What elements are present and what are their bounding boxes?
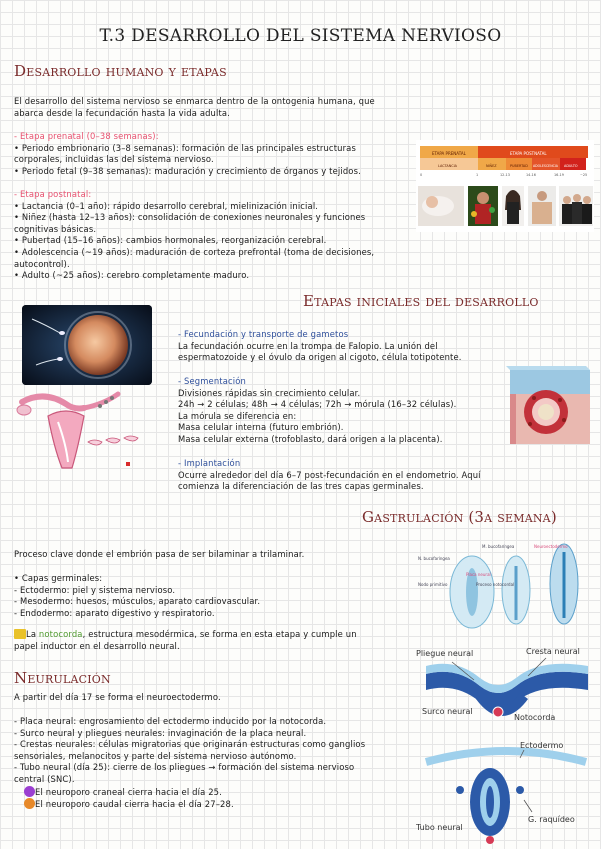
segmentacion-title: - Segmentación [178,376,246,386]
label-cresta-neural: Cresta neural [526,647,580,656]
neuroporo-caudal-line [14,798,414,811]
tick-label: 14-16 [526,173,536,177]
stage-label: PUBERTAD [510,164,528,168]
text-span: El neuroporo caudal cierra hacia el día 27–28. [35,799,234,810]
purple-dot-icon [24,786,35,797]
fecundacion-title: - Fecundación y transporte de gametos [178,329,349,339]
text-line: • Capas germinales: [14,573,103,583]
label-ganglio-raquideo: G. raquídeo [528,815,575,824]
text-line: Ocurre alrededor del día 6–7 post-fecundación en el endometrio. Aquí [178,469,481,480]
text-line: • Adolescencia (~19 años): maduración de corteza prefrontal (toma de decisiones, [14,246,375,257]
text-line: La mórula se diferencia en: [178,410,297,421]
gastrulation-diagram [416,538,594,640]
text-line: • Adulto (~25 años): cerebro completamente maduro. [14,270,250,281]
postnatal-label: ETAPA POSTNATAL [510,151,547,156]
tick-label: ~25 [580,173,588,177]
tick-label: 16-19 [554,173,564,177]
text-line: • Periodo embrionario (3–8 semanas): formación de las principales estructuras [14,142,356,153]
diagram-label: Placa neural [466,572,491,577]
text-line: La fecundación ocurre en la trompa de Falopio. La unión del [178,340,438,351]
text-line: - Crestas neurales: células migratorias que originarán estructuras como ganglios [14,739,366,750]
section-heading-etapas-iniciales: Etapas iniciales del desarrollo [303,292,539,310]
neurulation-graphic [416,640,596,845]
young-man-photo [528,186,556,226]
text-line: - Placa neural: engrosamiento del ectodermo inducido por la notocorda. [14,716,327,726]
section-heading-neurulacion: Neurulación [14,669,111,687]
diagram-label: Nodo primitivo [418,582,448,587]
text-line: - Ectodermo: piel y sistema nervioso. [14,584,176,595]
tick-label: 12-13 [500,173,510,177]
timeline-figure [416,140,594,232]
neurulacion-list [14,716,414,811]
uterus-diagram [14,388,154,476]
label-tubo-neural: Tubo neural [416,823,463,832]
neurulation-diagram [416,640,596,845]
diagram-label: N. bucofaríngea [418,556,450,561]
text-line: - Mesodermo: huesos, músculos, aparato cardiovascular. [14,596,261,607]
implantation-graphic [506,366,594,448]
diagram-label: Proceso notocordal [476,582,515,587]
baby-photo [418,186,464,226]
text-line: corporales, incluidas las del sistema nervioso. [14,154,214,165]
notocorda-block [14,629,414,652]
text-line: El desarrollo del sistema nervioso se enmarca dentro de la ontogenia humana, que [14,96,375,106]
gastrulacion-intro: Proceso clave donde el embrión pasa de ser bilaminar a trilaminar. [14,549,305,559]
text-line: autocontrol). [14,258,70,269]
adults-photo [559,186,593,226]
stage-label: NIÑEZ [486,164,497,168]
stage-label: LACTANCIA [438,164,457,168]
diagram-label: Neuroectodermo [534,544,568,549]
neuroporo-craneal-line [14,786,414,799]
prenatal-block [14,131,414,177]
timeline-graphic [416,140,594,232]
teen-photo [502,186,524,226]
text-line: Masa celular externa (trofoblasto, dará origen a la placenta). [178,433,443,444]
page-title: T.3 DESARROLLO DEL SISTEMA NERVIOSO [99,26,502,46]
intro-paragraph [14,96,414,119]
tick-label: 1 [476,173,479,177]
prenatal-title: - Etapa prenatal (0–38 semanas): [14,131,159,141]
yellow-swatch-icon [14,629,26,639]
orange-dot-icon [24,798,35,809]
stage-label: ADULTO [564,164,578,168]
capas-block [14,573,404,619]
label-pliegue-neural: Pliegue neural [416,649,474,658]
text-line: • Niñez (hasta 12–13 años): consolidación de conexiones neuronales y funciones [14,212,366,223]
prenatal-label: ETAPA PRENATAL [432,151,466,156]
gastrulation-graphic [416,538,594,640]
text-line: - Endodermo: aparato digestivo y respiratorio. [14,607,215,618]
stage-label: ADOLESCENCIA [533,164,558,168]
text-line: Divisiones rápidas sin crecimiento celular. [178,387,361,398]
segmentacion-block [178,376,518,446]
text-line: • Periodo fetal (9–38 semanas): maduración y crecimiento de órganos y tejidos. [14,165,361,176]
notocorda-line [14,629,414,641]
text-line: comienza la diferenciación de las tres capas germinales. [178,481,424,492]
label-ectodermo: Ectodermo [520,741,564,750]
text-line: sensoriales, melanocitos y parte del sistema nervioso autónomo. [14,750,297,761]
section-heading-gastrulacion: Gastrulación (3a semana) [362,508,557,526]
text-line: Masa celular interna (futuro embrión). [178,422,344,433]
fecundacion-block [178,329,518,364]
label-notocorda: Notocorda [514,713,556,722]
text-line: - Tubo neural (día 25): cierre de los pliegues → formación del sistema nervioso [14,762,355,773]
text-line: central (SNC). [14,773,75,784]
text-line: • Lactancia (0–1 año): rápido desarrollo cerebral, mielinización inicial. [14,200,319,211]
text-line: espermatozoide y el óvulo da origen al cigoto, célula totipotente. [178,352,462,363]
neurulacion-intro: A partir del día 17 se forma el neuroectodermo. [14,692,221,702]
text-span: La [26,629,39,639]
text-line: papel inductor en el desarrollo neural. [14,640,180,651]
text-line: abarca desde la fecundación hasta la vida adulta. [14,107,231,118]
text-line: cognitivas básicas. [14,223,97,234]
text-line: • Pubertad (15–16 años): cambios hormonales, reorganización cerebral. [14,235,327,246]
text-span: , estructura mesodérmica, se forma en esta etapa y cumple un [82,629,357,639]
label-surco-neural: Surco neural [422,707,473,716]
postnatal-block [14,189,414,282]
text-line: - Surco neural y pliegues neurales: invaginación de la placa neural. [14,727,307,738]
section-heading-desarrollo: Desarrollo humano y etapas [14,62,227,80]
text-span: El neuroporo craneal cierra hacia el día 25. [35,786,222,797]
child-photo [468,186,498,226]
uterus-graphic [14,388,154,476]
implantation-diagram [506,366,594,448]
fertilization-graphic [22,305,152,385]
notocorda-highlight: notocorda [38,629,83,639]
implantacion-title: - Implantación [178,458,241,468]
fertilization-photo [22,305,152,385]
implantacion-block [178,458,518,493]
tick-label: 0 [420,173,423,177]
diagram-label: M. bucofaríngea [482,544,515,549]
postnatal-title: - Etapa postnatal: [14,189,92,199]
text-line: 24h → 2 células; 48h → 4 células; 72h → mórula (16–32 células). [178,399,457,410]
